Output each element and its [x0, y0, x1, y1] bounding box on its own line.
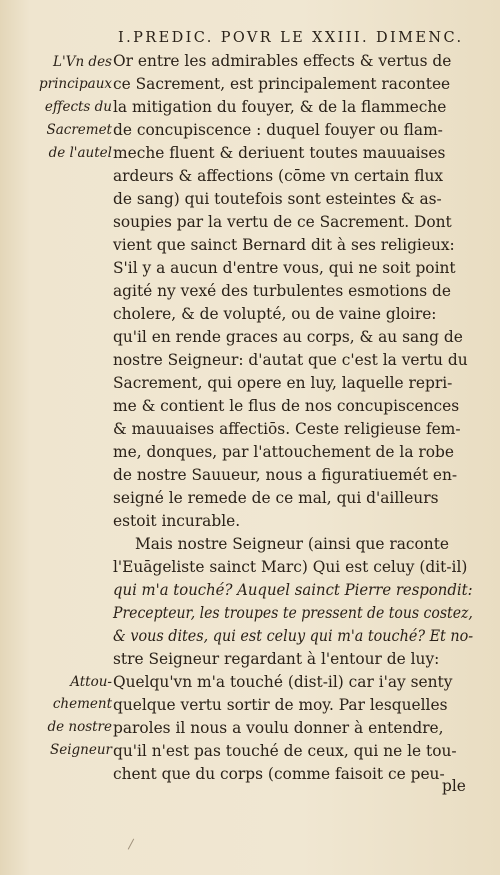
text-line: de nostre Sauueur, nous a figuratiuemét en- — [113, 466, 458, 484]
text-line: quelque vertu sortir de moy. Par lesquelles — [113, 696, 448, 714]
text-line: qu'il en rende graces au corps, & au sang de — [113, 328, 463, 346]
text-line: & mauuaises affectiōs. Ceste religieuse fem- — [113, 420, 461, 438]
margin-note: effects du — [44, 99, 112, 115]
margin-note: L'Vn des — [53, 54, 112, 70]
catchword: ple — [442, 777, 466, 795]
margin-note: de l'autel — [48, 145, 112, 161]
text-line: stre Seigneur regardant à l'entour de luy: — [113, 650, 440, 668]
text-line: qu'il n'est pas touché de ceux, qui ne le tou- — [113, 742, 457, 760]
margin-note: chement — [52, 696, 112, 712]
margin-note: de nostre — [47, 719, 112, 735]
text-line: de sang) qui toutefois sont esteintes & as- — [113, 190, 442, 208]
text-line: Or entre les admirables effects & vertus de — [113, 52, 452, 70]
text-line: me & contient le flus de nos concupiscences — [113, 397, 460, 415]
running-header-text: I.PREDIC. POVR LE XXIII. DIMENC. — [118, 30, 464, 46]
margin-note: Attou- — [70, 674, 112, 690]
text-line: de concupiscence : duquel fouyer ou flam- — [113, 121, 443, 139]
text-line: chent que du corps (comme faisoit ce peu- — [113, 765, 445, 783]
text-line: soupies par la vertu de ce Sacrement. Dont — [113, 213, 452, 231]
text-line: ce Sacrement, est principalement racontee — [113, 75, 451, 93]
margin-note: principaux — [39, 76, 112, 92]
text-line: la mitigation du fouyer, & de la flammeche — [113, 98, 447, 116]
text-line: seigné le remede de ce mal, qui d'ailleurs — [113, 489, 439, 507]
text-line: Precepteur, les troupes te pressent de tous costez, — [113, 604, 473, 622]
text-line: meche fluent & deriuent toutes mauuaises — [113, 144, 446, 162]
text-line: Mais nostre Seigneur (ainsi que raconte — [135, 535, 449, 553]
text-line: S'il y a aucun d'entre vous, qui ne soit point — [113, 259, 456, 277]
text-line: agité ny vexé des turbulentes esmotions de — [113, 282, 452, 300]
text-line: me, donques, par l'attouchement de la robe — [113, 443, 454, 461]
text-line: Sacrement, qui opere en luy, laquelle repri- — [113, 374, 453, 392]
text-line: qui m'a touché? Auquel sainct Pierre respondit: — [113, 581, 473, 599]
text-line: paroles il nous a voulu donner à entendre, — [113, 719, 444, 737]
ink-mark — [128, 839, 142, 854]
margin-note: Sacremet — [46, 122, 112, 138]
text-line: Quelqu'vn m'a touché (dist-il) car i'ay senty — [113, 673, 453, 691]
text-line: vient que sainct Bernard dit à ses religieux: — [113, 236, 455, 254]
text-line: & vous dites, qui est celuy qui m'a touché? Et no- — [113, 627, 474, 645]
text-line: l'Euāgeliste sainct Marc) Qui est celuy (dit-il) — [113, 558, 468, 576]
margin-note: Seigneur — [49, 742, 112, 758]
text-line: cholere, & de volupté, ou de vaine gloire: — [113, 305, 437, 323]
text-line: estoit incurable. — [113, 512, 241, 530]
text-line: nostre Seigneur: d'autat que c'est la vertu du — [113, 351, 468, 369]
text-line: ardeurs & affections (cōme vn certain flux — [113, 167, 444, 185]
